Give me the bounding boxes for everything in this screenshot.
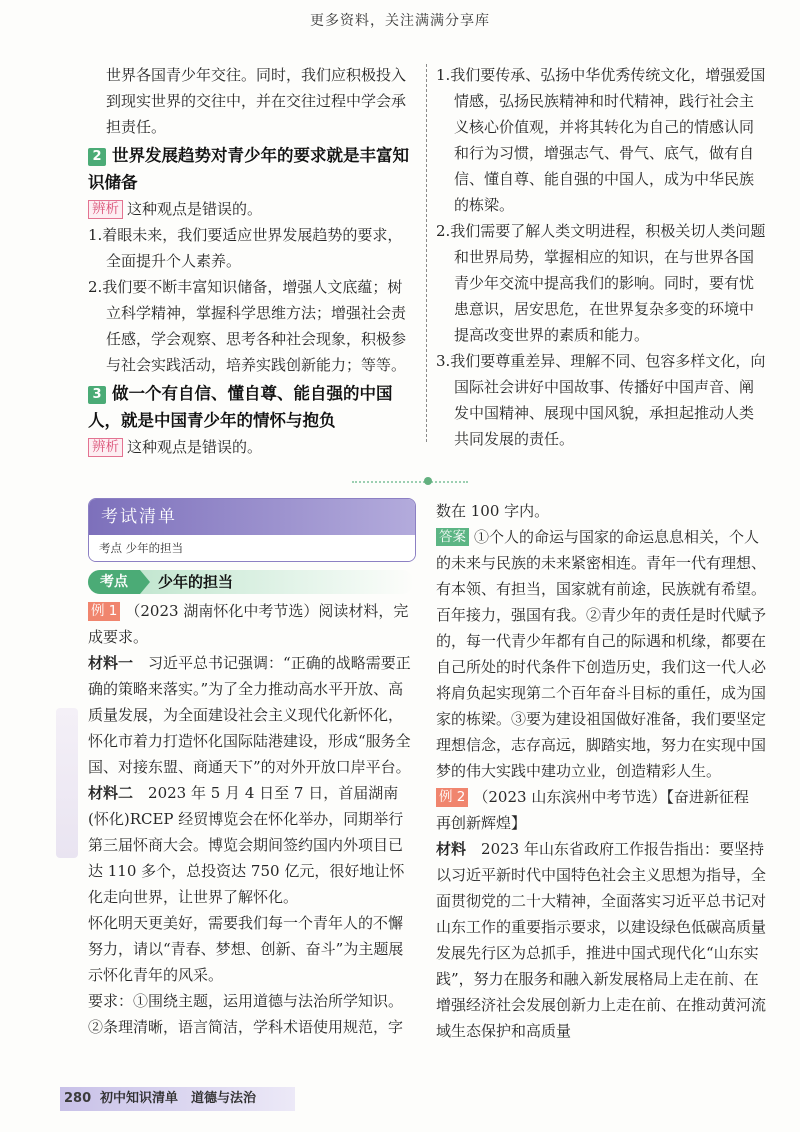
analysis-tag: 辨析 xyxy=(88,200,123,219)
bottom-left-column xyxy=(88,498,416,1040)
example-2-source-line xyxy=(436,784,766,836)
point-1: 1.我们要传承、弘扬中华优秀传统文化，增强爱国情感，弘扬民族精神和时代精神，践行社会主义核心价值观，并将其转化为自己的情感认同和行为习惯，增强志气、骨气、底气，做有自信、懂自尊、能自强的中国人，成为中华民族的栋梁。 xyxy=(436,66,766,214)
top-banner: 更多资料，关注满满分享库 xyxy=(310,13,490,29)
analysis-3-tag: 辨析 xyxy=(88,438,123,457)
footer-title: 初中知识清单 道德与法治 xyxy=(100,1091,257,1106)
item-3-number: 3 xyxy=(88,386,106,404)
kaodian-tag: 考点 xyxy=(88,570,140,594)
item-2-heading xyxy=(88,142,416,196)
example-2-material-text: 2023 年山东省政府工作报告指出：要坚持以习近平新时代中国特色社会主义思想为指导，全面贯彻党的二十大精神，全面落实习近平总书记对山东工作的重要指示要求，以建设绿色低碳高质量发展先行区为总抓手，推进中国式现代化“山东实践”，努力在服务和融入新发展格局上走在前、在增强经济社会发展创新力上走在前、在推动黄河流域生态保护和高质量 xyxy=(436,840,767,1040)
item-2-title: 世界发展趋势对青少年的要求就是丰富知识储备 xyxy=(88,146,409,192)
material-1-text: 习近平总书记强调：“正确的战略需要正确的策略来落实。”为了全力推动高水平开放、高质量发展，为全面建设社会主义现代化新怀化，怀化市着力打造怀化国际陆港建设，形成“服务全国、对接东盟、商通天下”的对外开放口岸平台。 xyxy=(88,654,411,776)
answer-text: ①个人的命运与国家的命运息息相关，个人的未来与民族的未来紧密相连。青年一代有理想、有本领、有担当，国家就有前途，民族就有希望。百年接力，强国有我。②青少年的责任是时代赋予的，每一代青少年都有自己的际遇和机缘，都要在自己所处的时代条件下创造历史，我们这一代人必将肩负起实现第二个百年奋斗目标的重任，成为国家的栋梁。③要为建设祖国做好准备，我们要坚定理想信念，志存高远，脚踏实地，努力在实现中国梦的伟大实践中建功立业，创造精彩人生。 xyxy=(436,528,767,780)
margin-decoration xyxy=(56,708,78,858)
exam-checklist-card xyxy=(88,498,416,562)
point-3: 3.我们要尊重差异、理解不同、包容多样文化，向国际社会讲好中国故事、传播好中国声音、阐发中国精神、展现中国风貌，承担起推动人类共同发展的责任。 xyxy=(436,352,766,448)
item-3-title: 做一个有自信、懂自尊、能自强的中国人，就是中国青少年的情怀与抱负 xyxy=(88,384,393,430)
material-1-label: 材料一 xyxy=(88,654,134,672)
item-3-heading xyxy=(88,380,416,434)
item-2-number: 2 xyxy=(88,148,106,166)
material-2 xyxy=(88,780,416,910)
reason-2: 2.我们要不断丰富知识储备，增强人文底蕴；树立科学精神，掌握科学思维方法；增强社会责任感，学会观察、思考各种社会现象，积极参与社会实践活动，培养实践创新能力；等等。 xyxy=(88,278,407,374)
column-divider xyxy=(426,64,427,442)
example-2-material-label: 材料 xyxy=(436,840,467,858)
example-1-tag: 例 1 xyxy=(88,602,120,621)
answer-tag: 答案 xyxy=(436,528,469,546)
example-1-prompt: 怀化明天更美好，需要我们每一个青年人的不懈努力，请以“青春、梦想、创新、奋斗”为主题展示怀化青年的风采。 xyxy=(88,914,404,984)
example-2-material xyxy=(436,836,766,1044)
material-1 xyxy=(88,650,416,780)
page-number: 280 xyxy=(64,1091,92,1106)
example-2-tag: 例 2 xyxy=(436,788,468,807)
material-2-label: 材料二 xyxy=(88,784,134,802)
example-1-source-line xyxy=(88,598,416,650)
kaodian-bar xyxy=(88,570,414,594)
reason-1: 1.着眼未来，我们要适应世界发展趋势的要求，全面提升个人素养。 xyxy=(88,226,403,270)
material-2-text: 2023 年 5 月 4 日至 7 日，首届湖南(怀化)RCEP 经贸博览会在怀化举办，同期举行第三届怀商大会。博览会期间签约国内外项目已达 110 多个，总投资达 750 亿元，很好地让怀化走向世界，让世界了解怀化。 xyxy=(88,784,405,906)
kaodian-title: 少年的担当 xyxy=(158,573,234,591)
example-1-requirement: 要求：①围绕主题，运用道德与法治所学知识。②条理清晰，语言简洁，学科术语使用规范，字 xyxy=(88,992,404,1036)
answer-continuation: 数在 100 字内。 xyxy=(436,502,550,520)
top-left-column xyxy=(88,62,416,460)
example-1-source: （2023 湖南怀化中考节选）阅读材料，完成要求。 xyxy=(88,602,409,646)
checklist-subtitle: 考点 少年的担当 xyxy=(89,535,415,561)
analysis-3-text: 这种观点是错误的。 xyxy=(127,438,263,456)
section-separator xyxy=(352,481,468,483)
checklist-title: 考试清单 xyxy=(89,499,415,535)
bottom-right-column xyxy=(436,498,766,1044)
point-2: 2.我们需要了解人类文明进程，积极关切人类问题和世界局势，掌握相应的知识，在与世界各国青少年交流中提高我们的影响。同时，要有忧患意识，居安思危，在世界复杂多变的环境中提高改变世界的素质和能力。 xyxy=(436,222,766,344)
separator-dot xyxy=(424,477,432,485)
example-2-source: （2023 山东滨州中考节选）【奋进新征程 再创新辉煌】 xyxy=(436,788,749,832)
answer-block xyxy=(436,524,766,784)
analysis-3-line xyxy=(88,434,416,460)
continuation-text: 世界各国青少年交往。同时，我们应积极投入到现实世界的交往中，并在交往过程中学会承担责任。 xyxy=(106,66,407,136)
analysis-text: 这种观点是错误的。 xyxy=(127,200,263,218)
top-right-column xyxy=(436,62,766,452)
analysis-line xyxy=(88,196,416,222)
